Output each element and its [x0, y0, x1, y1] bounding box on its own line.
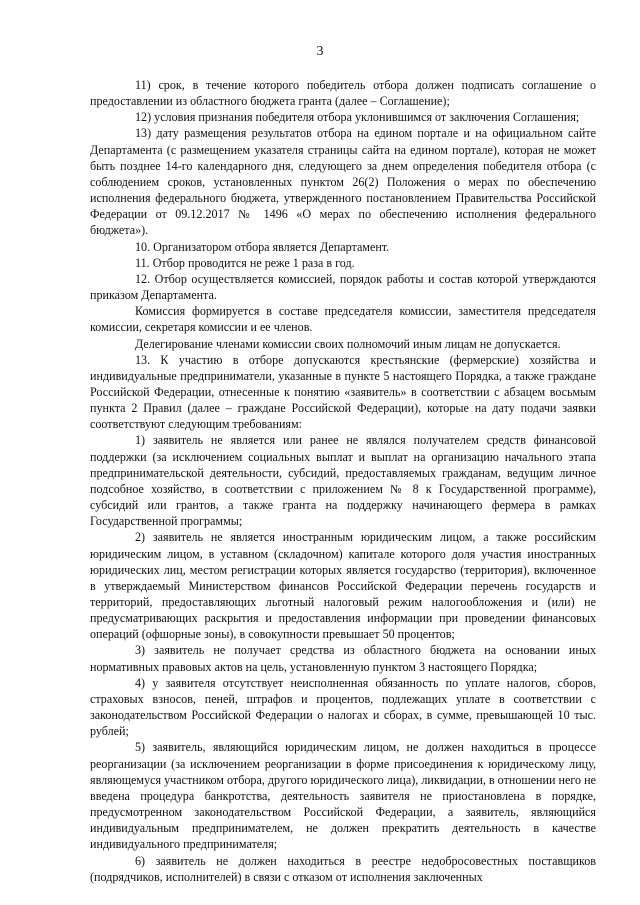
requirement-item-2: 2) заявитель не является иностранным юридическим лицом, а также российским юридическим лицом, в уставном (складочном) капитале которого доля участия иностранных юридических лиц, местом регистрации которых является государство (территория), включенное в утверждаемый Министерством финансов Российской Федерации перечень государств и территорий, предоставляющих льготный налоговый режим налогообложения и (или) не предусматривающих раскрытия и предоставления информации при проведении финансовых операций (офшорные зоны), в совокупности превышает 50 процентов;: [90, 530, 596, 642]
paragraph-clause-10: 10. Организатором отбора является Департамент.: [135, 239, 390, 254]
paragraph-clause-11: 11. Отбор проводится не реже 1 раза в год.: [135, 255, 355, 270]
requirement-item-3: 3) заявитель не получает средства из областного бюджета на основании иных нормативных правовых актов на цель, установленную пунктом 3 настоящего Порядка;: [90, 643, 596, 674]
paragraph-delegation: Делегирование членами комиссии своих полномочий иным лицам не допускается.: [135, 336, 561, 351]
document-body: [90, 77, 596, 885]
requirement-item-6: 6) заявитель не должен находиться в реестре недобросовестных поставщиков (подрядчиков, исполнителей) в связи с отказом от исполнения заключенных: [90, 853, 596, 884]
paragraph-item-11: 11) срок, в течение которого победитель отбора должен подписать соглашение о предоставлении из областного бюджета гранта (далее – Соглашение);: [90, 78, 596, 109]
page-number: 3: [316, 44, 324, 59]
paragraph-clause-12: 12. Отбор осуществляется комиссией, порядок работы и состав которой утверждаются приказом Департамента.: [90, 271, 596, 303]
requirement-item-5: 5) заявитель, являющийся юридическим лицом, не должен находиться в процессе реорганизации (за исключением реорганизации в форме присоединения к юридическому лицу, являющемуся участником отбора, другого юридического лица), ликвидации, в отношении него не введена процедура банкротства, деятельность заявителя не приостановлена в порядке, предусмотренном законодательством Российской Федерации, а заявитель, являющийся индивидуальным предпринимателем, не должен прекратить деятельность в качестве индивидуального предпринимателя;: [90, 740, 596, 852]
requirement-item-4: 4) у заявителя отсутствует неисполненная обязанность по уплате налогов, сборов, страховых взносов, пеней, штрафов и процентов, подлежащих уплате в соответствии с законодательством Российской Федерации о налогах и сборах, в сумме, превышающей 10 тыс. рублей;: [90, 675, 596, 739]
paragraph-item-12: 12) условия признания победителя отбора уклонившимся от заключения Соглашения;: [135, 110, 580, 125]
paragraph-clause-13: 13. К участию в отборе допускаются крестьянские (фермерские) хозяйства и индивидуальные предприниматели, указанные в пункте 5 настоящего Порядка, а также граждане Российской Федерации, отнесенные к понятию «заявитель» в соответствии с абзацем восьмым пункта 2 Правил (далее – граждане Российской Федерации), которые на дату подачи заявки соответствуют следующим требованиям:: [90, 352, 596, 432]
paragraph-commission-composition: Комиссия формируется в составе председателя комиссии, заместителя председателя комиссии, секретаря комиссии и ее членов.: [90, 304, 596, 335]
requirement-item-1: 1) заявитель не является или ранее не являлся получателем средств финансовой поддержки (за исключением социальных выплат и выплат на организацию начального этапа предпринимательской деятельности, субсидий, предоставляемых гражданам, ведущим личное подсобное хозяйство, в соответствии с приложением № 8 к Государственной программе), субсидий или грантов, а также гранта на поддержку начинающего фермера в рамках Государственной программы;: [90, 433, 596, 529]
paragraph-item-13: 13) дату размещения результатов отбора на едином портале и на официальном сайте Департамента (с размещением указателя страницы сайта на едином портале), которая не может быть позднее 14-го календарного дня, следующего за днем определения победителя отбора (с соблюдением сроков, установленных пунктом 26(2) Положения о мерах по обеспечению исполнения федерального бюджета, утвержденного постановлением Правительства Российской Федерации от 09.12.2017 № 1496 «О мерах по обеспечению исполнения федерального бюджета»).: [90, 126, 596, 238]
